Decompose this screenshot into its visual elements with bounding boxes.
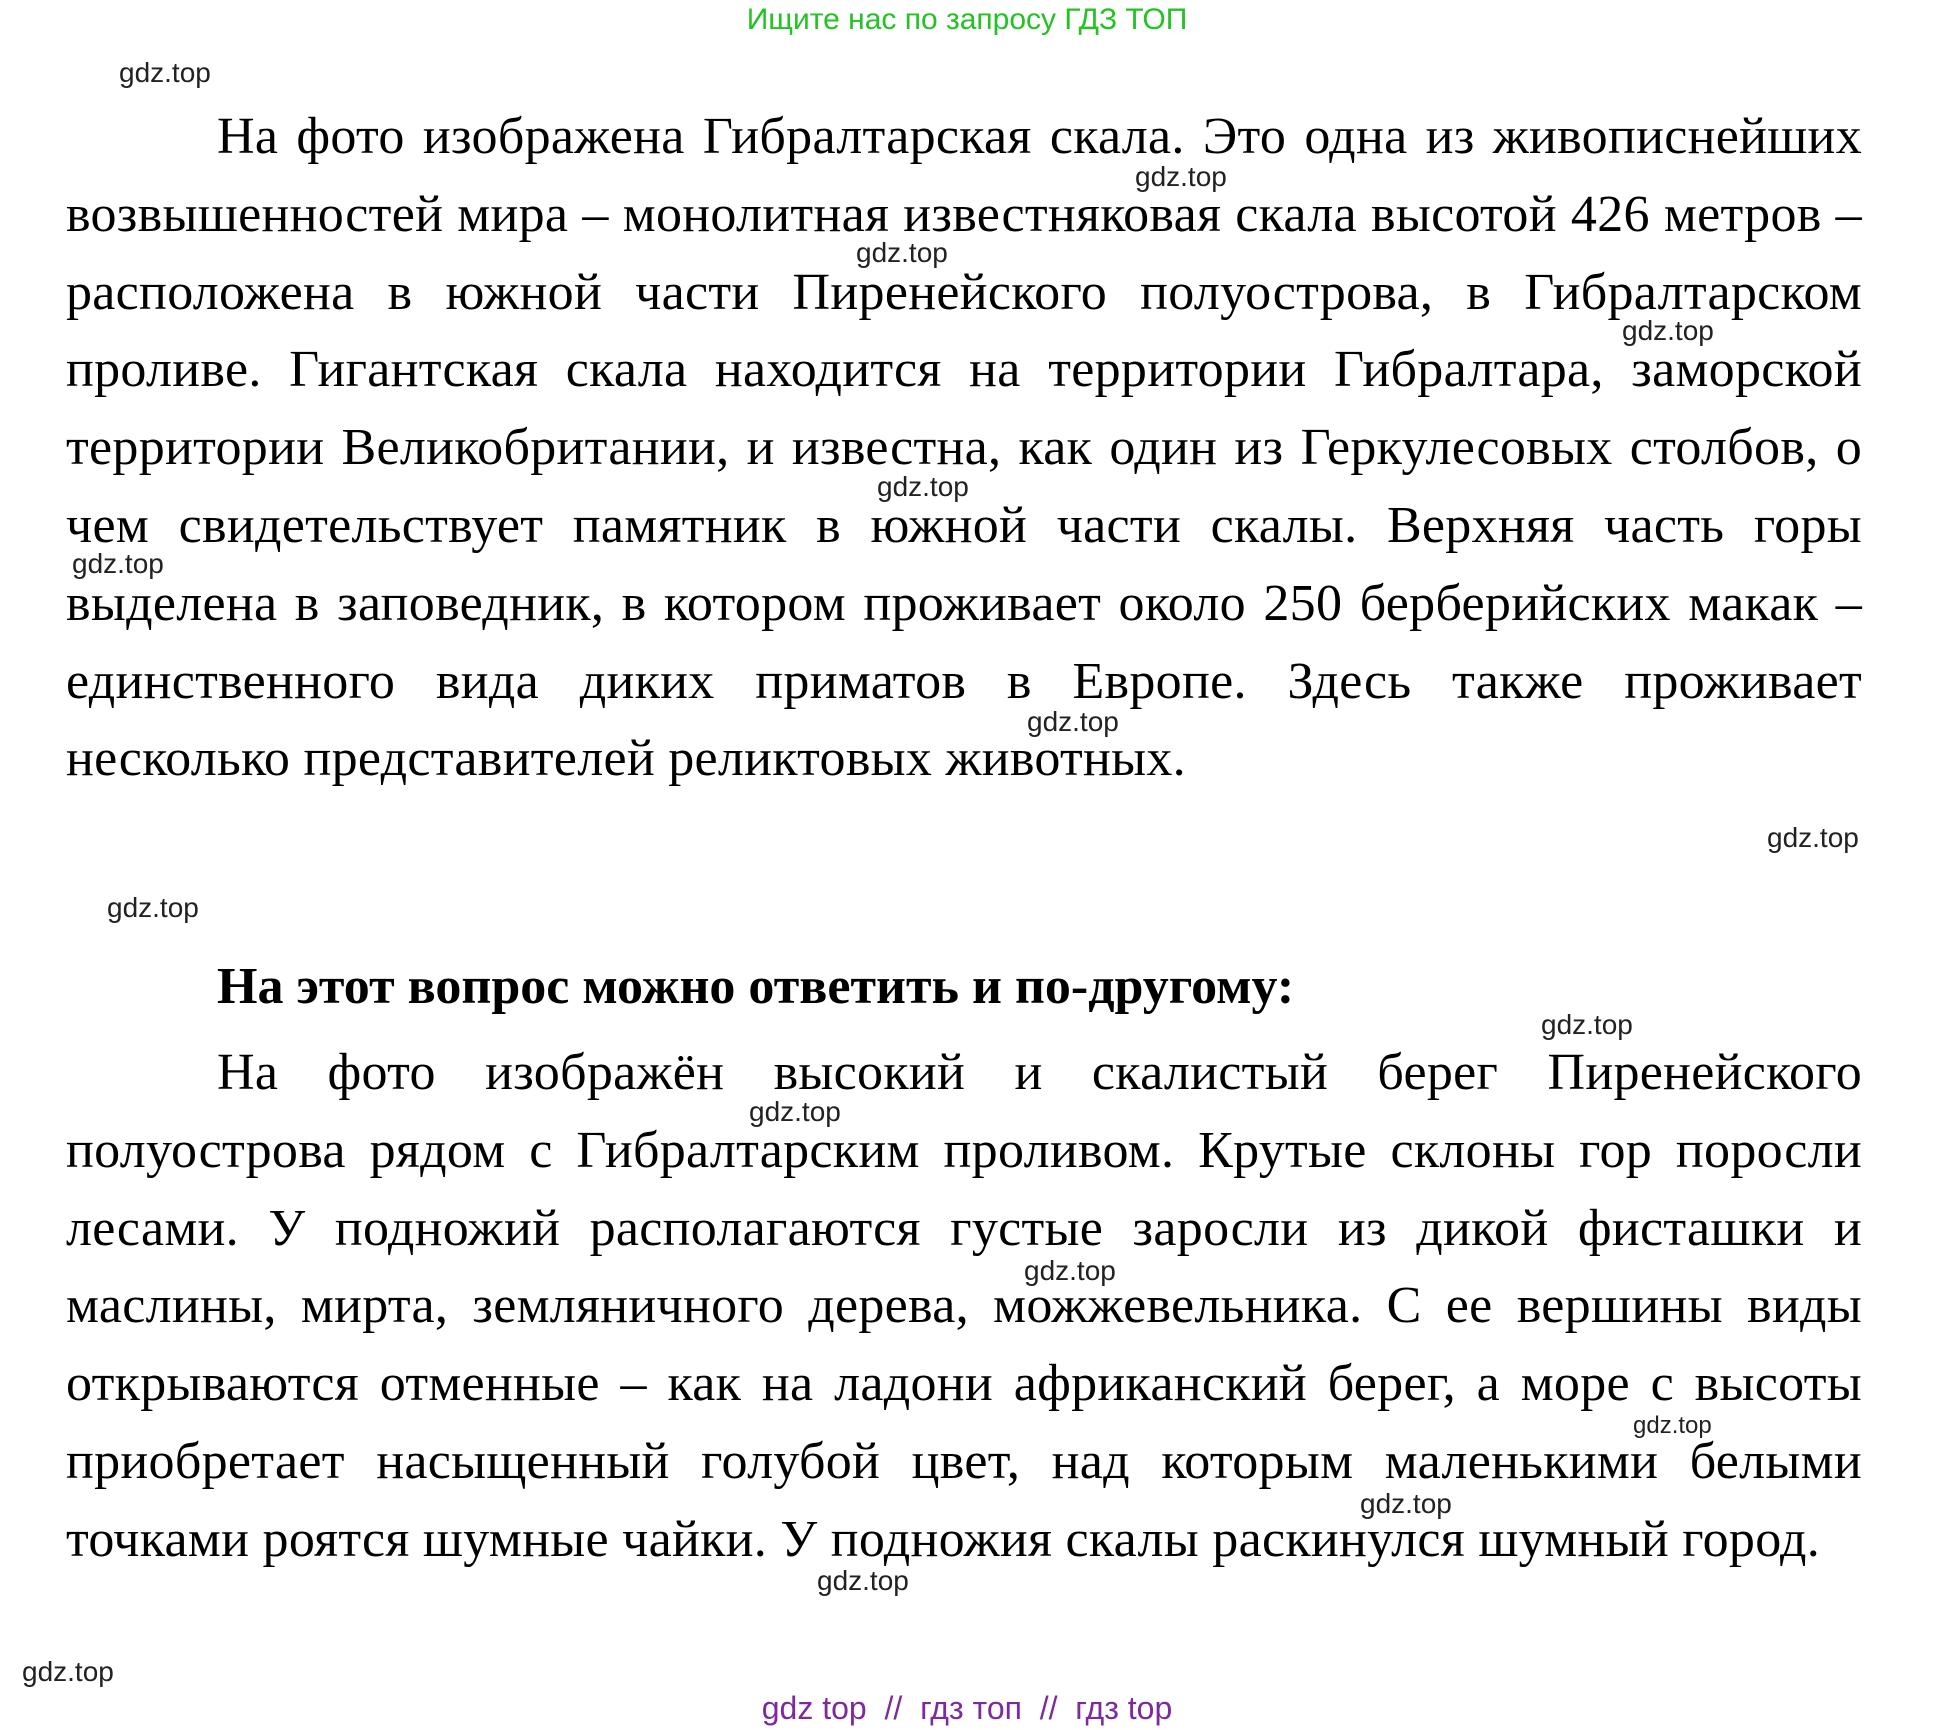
watermark: gdz.top	[1767, 822, 1859, 853]
watermark: gdz.top	[749, 1096, 841, 1127]
watermark: gdz.top	[119, 57, 211, 88]
watermark: gdz.top	[817, 1565, 909, 1596]
watermark: gdz.top	[856, 237, 948, 268]
watermark: gdz.top	[1622, 315, 1714, 346]
footer-links[interactable]	[0, 1690, 1934, 1726]
top-banner: Ищите нас по запросу ГДЗ ТОП	[746, 3, 1188, 36]
watermark: gdz.top	[1633, 1412, 1712, 1439]
watermark: gdz.top	[1360, 1488, 1452, 1519]
watermark: gdz.top	[72, 548, 164, 579]
footer-links-text[interactable]: gdz top // гдз топ // гдз top	[761, 1690, 1173, 1726]
watermark: gdz.top	[877, 471, 969, 502]
watermark: gdz.top	[1541, 1009, 1633, 1040]
watermark: gdz.top	[1024, 1255, 1116, 1286]
answer-paragraph-2: На фото изображён высокий и скалистый берег Пиренейского полуострова рядом с Гибралтарским проливом. Крутые склоны гор поросли лесами. У подножий располагаются густые заросли из дикой фисташки и маслины, мирта, земляничного дерева, можжевельника. С ее вершины виды открываются отменные – как на ладони африканский берег, а море с высоты приобретает насыщенный голубой цвет, над которым маленькими белыми точками роятся шумные чайки. У подножия скалы раскинулся шумный город.	[66, 1044, 1862, 1568]
watermark: gdz.top	[1135, 161, 1227, 192]
watermark: gdz.top	[22, 1656, 114, 1687]
alternative-answer-heading: На этот вопрос можно ответить и по-другому:	[217, 958, 1295, 1015]
watermark: gdz.top	[1027, 706, 1119, 737]
watermark: gdz.top	[107, 892, 199, 923]
answer-paragraph-1: На фото изображена Гибралтарская скала. Это одна из живописнейших возвышенностей мира – монолитная известняковая скала высотой 426 метров – расположена в южной части Пиренейского полуострова, в Гибралтарском проливе. Гигантская скала находится на территории Гибралтара, заморской территории Великобритании, и известна, как один из Геркулесовых столбов, о чем свидетельствует памятник в южной части скалы. Верхняя часть горы выделена в заповедник, в котором проживает около 250 берберийских макак – единственного вида диких приматов в Европе. Здесь также проживает несколько представителей реликтовых животных.	[66, 108, 1862, 788]
